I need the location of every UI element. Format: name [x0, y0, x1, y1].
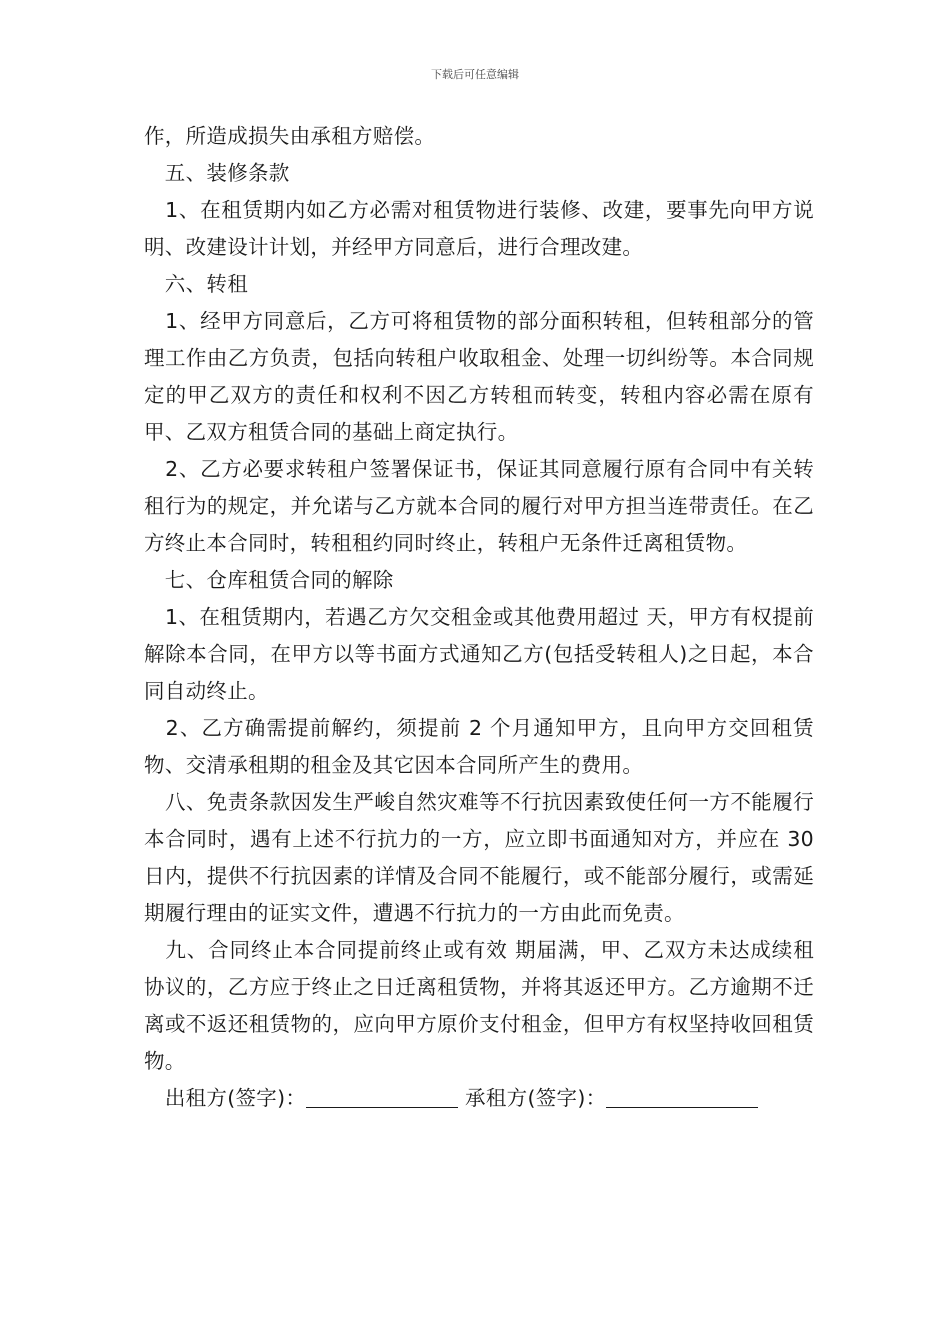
- paragraph: 八、免责条款因发生严峻自然灾难等不行抗因素致使任何一方不能履行本合同时，遇有上述不行抗力的一方，应立即书面通知对方，并应在 30 日内，提供不行抗因素的详情及合同不能履行，或不能部分履行，或需延期履行理由的证实文件，遭遇不行抗力的一方由此而免责。: [144, 790, 814, 925]
- document-body: [144, 118, 814, 1117]
- paragraph: 作，所造成损失由承租方赔偿。: [144, 124, 436, 148]
- lessor-signature-blank: [306, 1089, 458, 1108]
- paragraph: 2、乙方确需提前解约，须提前 2 个月通知甲方，且向甲方交回租赁物、交清承租期的租金及其它因本合同所产生的费用。: [144, 716, 814, 777]
- section-heading: 七、仓库租赁合同的解除: [144, 568, 394, 592]
- lessee-signature-label: 承租方(签字)：: [465, 1086, 607, 1110]
- section-heading: 六、转租: [144, 272, 248, 296]
- lessor-signature-label: 出租方(签字)：: [164, 1086, 307, 1110]
- section-heading: 五、装修条款: [144, 161, 290, 185]
- paragraph: 1、在租赁期内如乙方必需对租赁物进行装修、改建，要事先向甲方说明、改建设计计划，并经甲方同意后，进行合理改建。: [144, 198, 814, 259]
- signature-line: [144, 1080, 814, 1117]
- paragraph: 九、合同终止本合同提前终止或有效 期届满，甲、乙双方未达成续租协议的，乙方应于终止之日迁离租赁物，并将其返还甲方。乙方逾期不迁离或不返还租赁物的，应向甲方原价支付租金，但甲方有权坚持收回租赁物。: [144, 938, 814, 1073]
- paragraph: 1、在租赁期内，若遇乙方欠交租金或其他费用超过 天，甲方有权提前解除本合同，在甲方以等书面方式通知乙方(包括受转租人)之日起，本合同自动终止。: [144, 605, 814, 703]
- page-header: 下载后可任意编辑: [431, 68, 519, 81]
- lessee-signature-blank: [606, 1089, 758, 1108]
- paragraph: 2、乙方必要求转租户签署保证书，保证其同意履行原有合同中有关转租行为的规定，并允诺与乙方就本合同的履行对甲方担当连带责任。在乙方终止本合同时，转租租约同时终止，转租户无条件迁离租赁物。: [144, 457, 814, 555]
- paragraph: 1、经甲方同意后，乙方可将租赁物的部分面积转租，但转租部分的管理工作由乙方负责，包括向转租户收取租金、处理一切纠纷等。本合同规定的甲乙双方的责任和权利不因乙方转租而转变，转租内容必需在原有甲、乙双方租赁合同的基础上商定执行。: [144, 309, 814, 444]
